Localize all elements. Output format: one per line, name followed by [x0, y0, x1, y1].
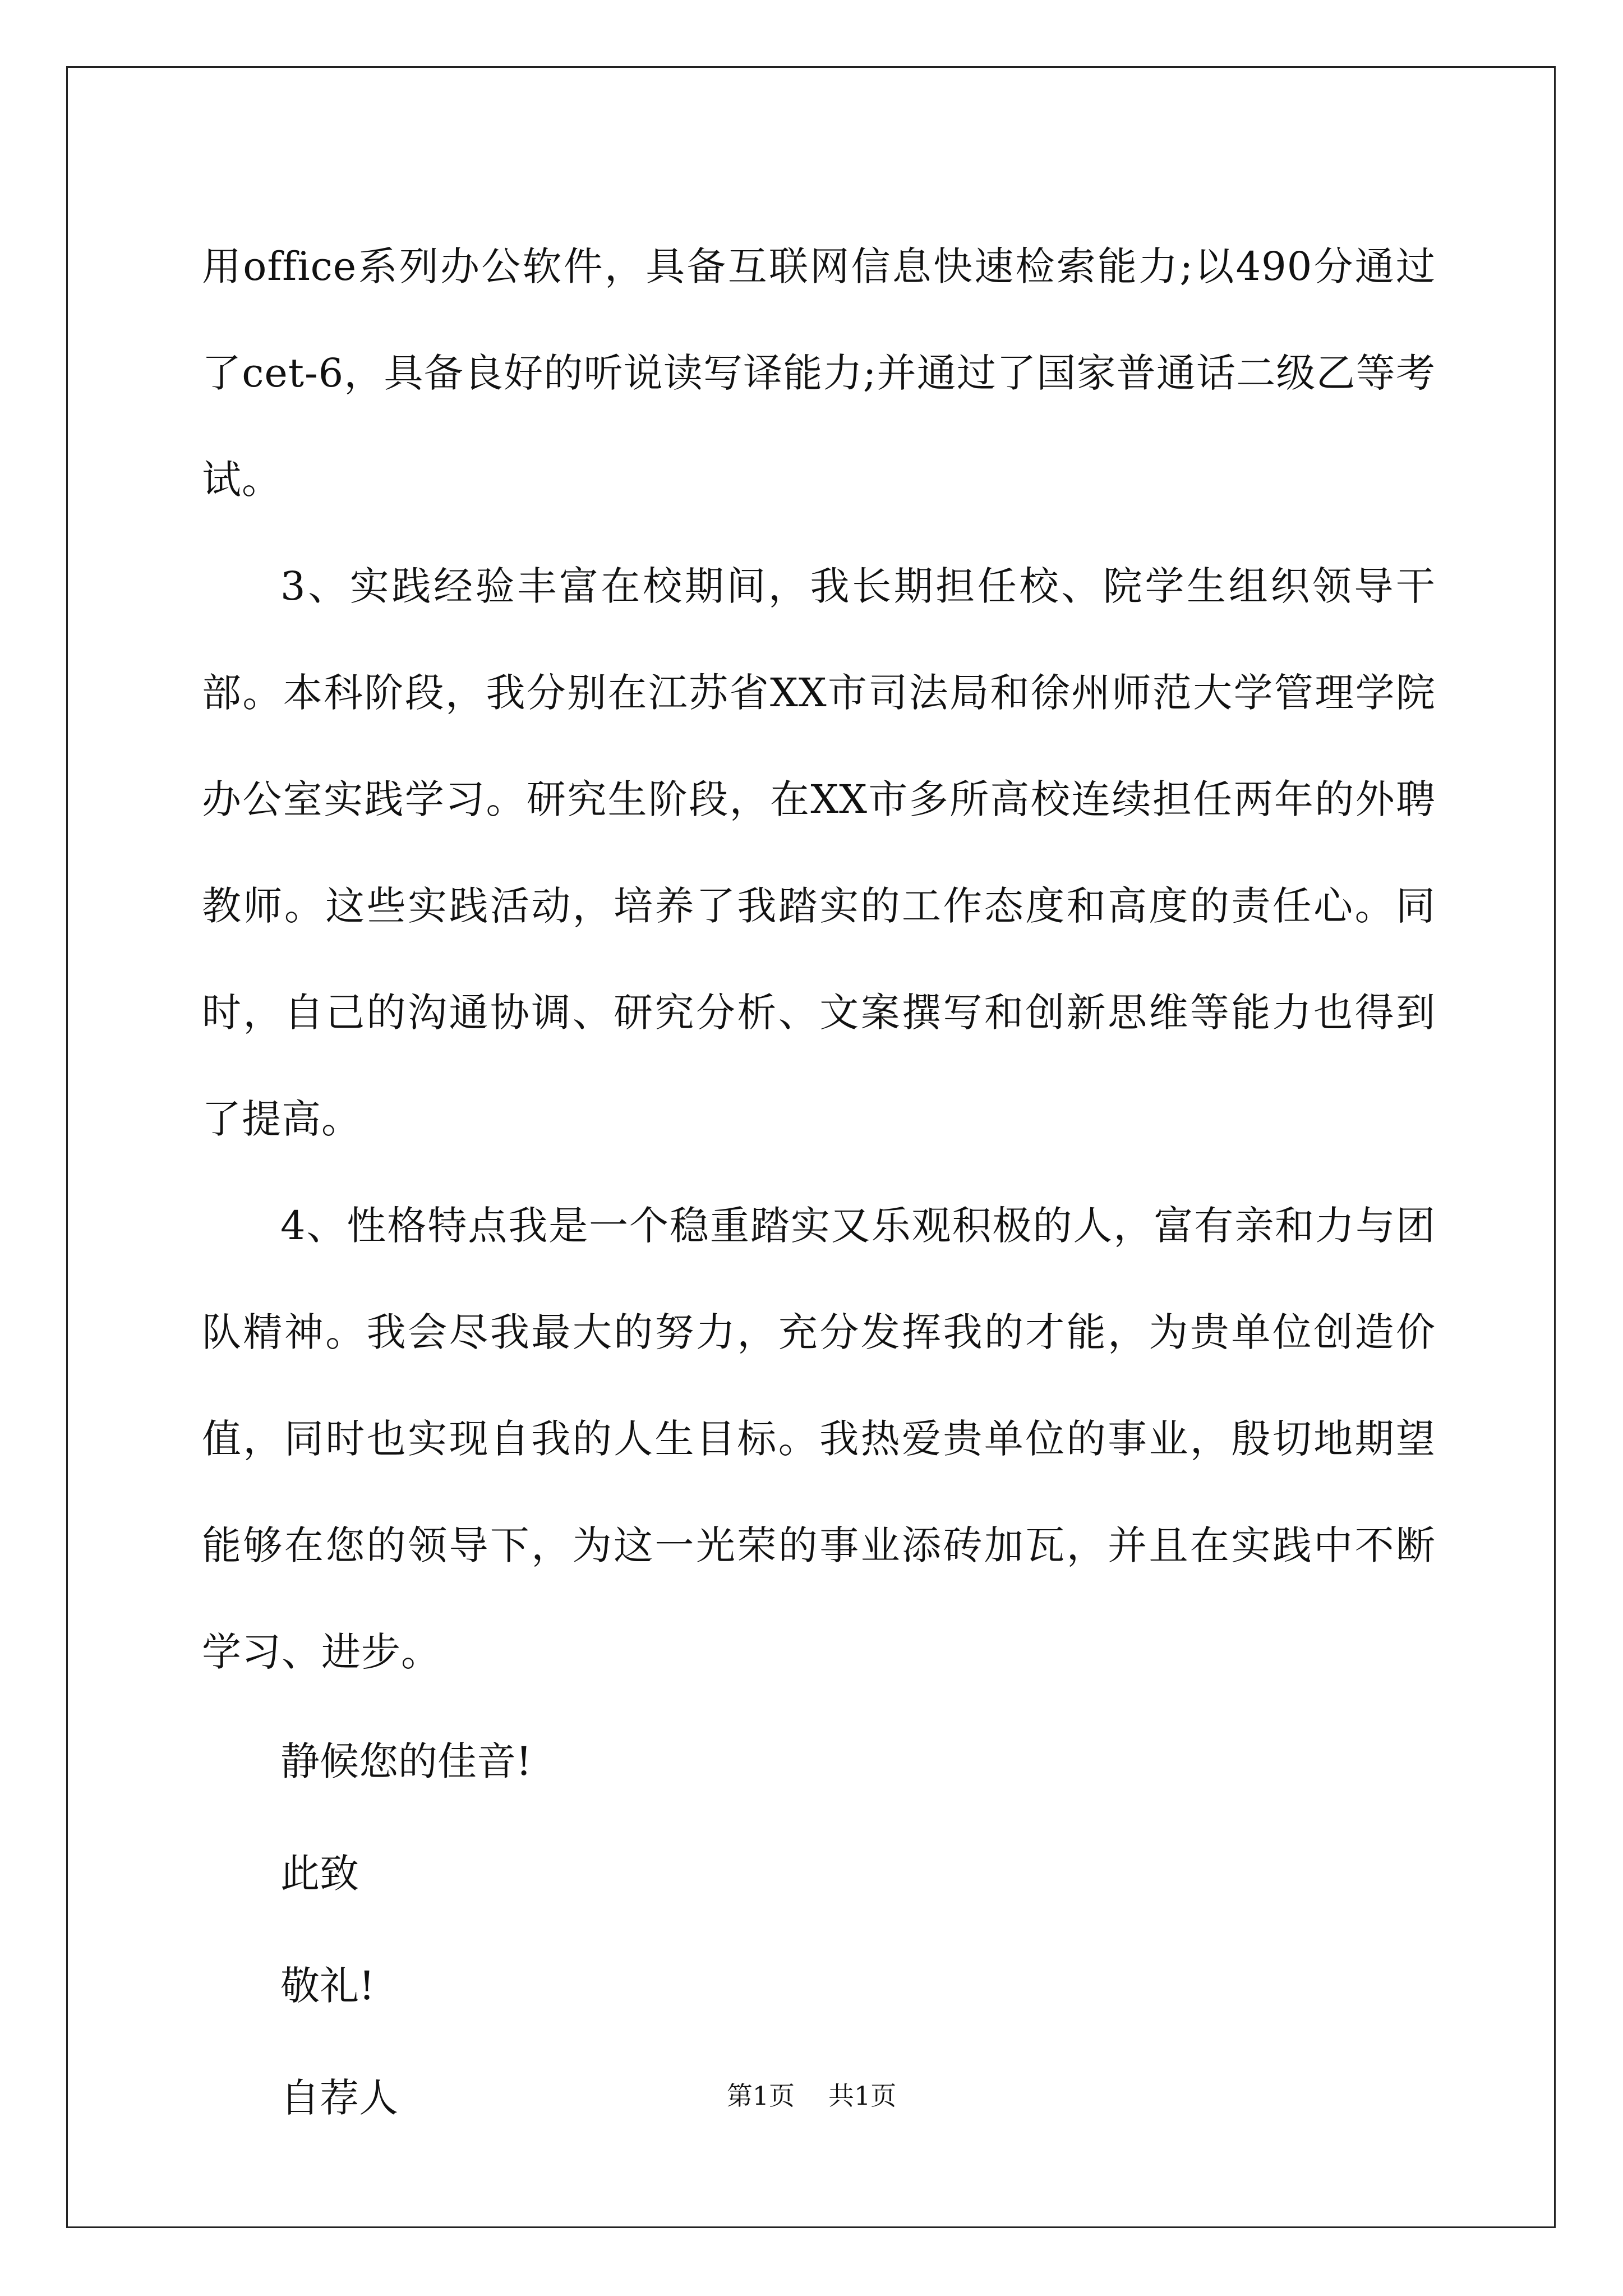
- page-number: 第1页: [726, 2081, 795, 2111]
- page-footer: [0, 2076, 1623, 2113]
- closing-signature: 自荐人: [280, 2075, 398, 2121]
- document-body: [202, 213, 1436, 2154]
- closing-regards: 敬礼!: [280, 1963, 375, 2009]
- paragraph-personality: 4、性格特点我是一个稳重踏实又乐观积极的人，富有亲和力与团队精神。我会尽我最大的努力，充分发挥我的才能，为贵单位创造价值，同时也实现自我的人生目标。我热爱贵单位的事业，殷切地期望能够在您的领导下，为这一光荣的事业添砖加瓦，并且在实践中不断学习、进步。: [202, 1203, 1436, 1675]
- page-total: 共1页: [828, 2081, 897, 2111]
- paragraph-experience: 3、实践经验丰富在校期间，我长期担任校、院学生组织领导干部。本科阶段，我分别在江苏省XX市司法局和徐州师范大学管理学院办公室实践学习。研究生阶段，在XX市多所高校连续担任两年的外聘教师。这些实践活动，培养了我踏实的工作态度和高度的责任心。同时，自己的沟通协调、研究分析、文案撰写和创新思维等能力也得到了提高。: [202, 563, 1436, 1142]
- closing-await-reply: 静候您的佳音!: [280, 1738, 532, 1784]
- paragraph-skills: 用office系列办公软件，具备互联网信息快速检索能力;以490分通过了cet-6，具备良好的听说读写译能力;并通过了国家普通话二级乙等考试。: [202, 243, 1436, 503]
- closing-salutation: 此致: [280, 1851, 359, 1897]
